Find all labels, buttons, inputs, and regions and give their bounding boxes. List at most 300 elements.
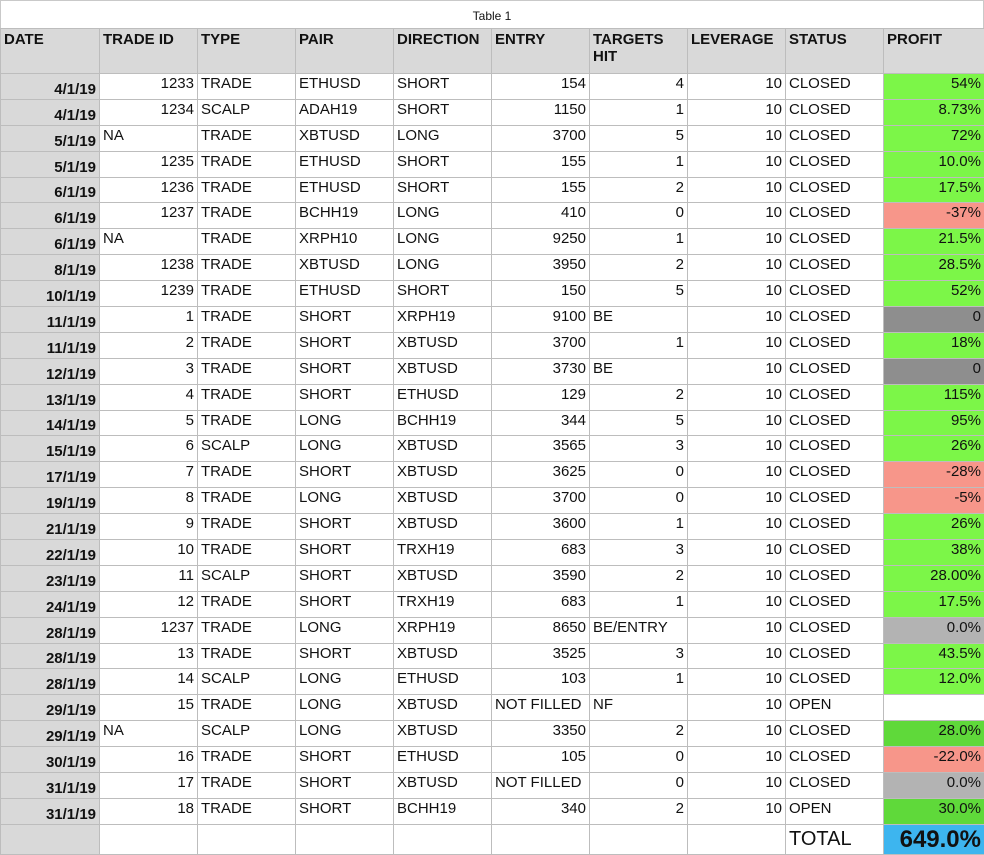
targets-hit-cell[interactable]: 0 [590,462,688,488]
trade-id-cell[interactable]: 1238 [100,255,198,281]
direction-cell[interactable]: ETHUSD [394,669,492,695]
status-cell[interactable]: CLOSED [786,410,884,436]
type-cell[interactable]: SCALP [198,565,296,591]
header-direction[interactable]: DIRECTION [394,29,492,74]
profit-cell[interactable]: 17.5% [884,177,984,203]
pair-cell[interactable]: SHORT [296,798,394,824]
leverage-cell[interactable]: 10 [688,695,786,721]
targets-hit-cell[interactable]: 3 [590,540,688,566]
leverage-cell[interactable]: 10 [688,462,786,488]
targets-hit-cell[interactable]: 4 [590,74,688,100]
status-cell[interactable]: CLOSED [786,99,884,125]
trade-id-cell[interactable]: 13 [100,643,198,669]
pair-cell[interactable]: BCHH19 [296,203,394,229]
direction-cell[interactable]: XBTUSD [394,488,492,514]
profit-cell[interactable]: 12.0% [884,669,984,695]
profit-cell[interactable]: 115% [884,384,984,410]
entry-cell[interactable]: 155 [492,151,590,177]
pair-cell[interactable]: ETHUSD [296,281,394,307]
type-cell[interactable]: TRADE [198,177,296,203]
status-cell[interactable]: CLOSED [786,617,884,643]
status-cell[interactable]: CLOSED [786,565,884,591]
direction-cell[interactable]: TRXH19 [394,540,492,566]
profit-cell[interactable]: 0.0% [884,773,984,799]
direction-cell[interactable]: XBTUSD [394,565,492,591]
direction-cell[interactable]: SHORT [394,99,492,125]
leverage-cell[interactable]: 10 [688,99,786,125]
header-entry[interactable]: ENTRY [492,29,590,74]
status-cell[interactable]: CLOSED [786,747,884,773]
entry-cell[interactable]: 3700 [492,125,590,151]
type-cell[interactable]: TRADE [198,773,296,799]
date-cell[interactable]: 5/1/19 [1,151,100,177]
profit-cell[interactable]: 43.5% [884,643,984,669]
type-cell[interactable]: TRADE [198,514,296,540]
entry-cell[interactable]: 105 [492,747,590,773]
leverage-cell[interactable]: 10 [688,255,786,281]
direction-cell[interactable]: XBTUSD [394,436,492,462]
header-targets-hit[interactable]: TARGETS HIT [590,29,688,74]
date-cell[interactable]: 19/1/19 [1,488,100,514]
leverage-cell[interactable]: 10 [688,125,786,151]
entry-cell[interactable]: 3700 [492,332,590,358]
direction-cell[interactable]: TRXH19 [394,591,492,617]
pair-cell[interactable]: LONG [296,695,394,721]
date-cell[interactable]: 28/1/19 [1,643,100,669]
date-cell[interactable]: 8/1/19 [1,255,100,281]
entry-cell[interactable]: 3730 [492,358,590,384]
trade-id-cell[interactable]: 1237 [100,617,198,643]
direction-cell[interactable]: XBTUSD [394,695,492,721]
direction-cell[interactable]: ETHUSD [394,384,492,410]
leverage-cell[interactable]: 10 [688,617,786,643]
profit-cell[interactable]: 28.0% [884,721,984,747]
leverage-cell[interactable]: 10 [688,307,786,333]
pair-cell[interactable]: SHORT [296,358,394,384]
header-status[interactable]: STATUS [786,29,884,74]
leverage-cell[interactable]: 10 [688,488,786,514]
type-cell[interactable]: TRADE [198,255,296,281]
date-cell[interactable]: 30/1/19 [1,747,100,773]
entry-cell[interactable]: 340 [492,798,590,824]
date-cell[interactable]: 31/1/19 [1,773,100,799]
direction-cell[interactable]: XBTUSD [394,462,492,488]
date-cell[interactable]: 11/1/19 [1,307,100,333]
trade-id-cell[interactable]: 11 [100,565,198,591]
status-cell[interactable]: CLOSED [786,255,884,281]
targets-hit-cell[interactable]: 0 [590,747,688,773]
date-cell[interactable]: 13/1/19 [1,384,100,410]
trade-id-cell[interactable]: 1237 [100,203,198,229]
leverage-cell[interactable]: 10 [688,747,786,773]
date-cell[interactable]: 5/1/19 [1,125,100,151]
leverage-cell[interactable]: 10 [688,358,786,384]
pair-cell[interactable]: SHORT [296,307,394,333]
targets-hit-cell[interactable]: 1 [590,229,688,255]
pair-cell[interactable]: LONG [296,488,394,514]
entry-cell[interactable]: 1150 [492,99,590,125]
pair-cell[interactable]: SHORT [296,462,394,488]
type-cell[interactable]: TRADE [198,695,296,721]
trade-id-cell[interactable]: 1235 [100,151,198,177]
leverage-cell[interactable]: 10 [688,177,786,203]
date-cell[interactable]: 29/1/19 [1,721,100,747]
date-cell[interactable]: 6/1/19 [1,229,100,255]
type-cell[interactable]: TRADE [198,203,296,229]
direction-cell[interactable]: XBTUSD [394,358,492,384]
trade-id-cell[interactable]: 17 [100,773,198,799]
trade-id-cell[interactable]: 10 [100,540,198,566]
header-leverage[interactable]: LEVERAGE [688,29,786,74]
leverage-cell[interactable]: 10 [688,798,786,824]
pair-cell[interactable]: ADAH19 [296,99,394,125]
type-cell[interactable]: TRADE [198,540,296,566]
total-label[interactable]: TOTAL [786,824,884,854]
trade-id-cell[interactable]: 4 [100,384,198,410]
status-cell[interactable]: CLOSED [786,203,884,229]
profit-cell[interactable] [884,695,984,721]
targets-hit-cell[interactable]: 5 [590,125,688,151]
status-cell[interactable]: CLOSED [786,721,884,747]
entry-cell[interactable]: 3950 [492,255,590,281]
date-cell[interactable]: 31/1/19 [1,798,100,824]
leverage-cell[interactable]: 10 [688,436,786,462]
pair-cell[interactable]: LONG [296,617,394,643]
profit-cell[interactable]: 26% [884,514,984,540]
profit-cell[interactable]: 18% [884,332,984,358]
trade-id-cell[interactable]: 5 [100,410,198,436]
profit-cell[interactable]: -28% [884,462,984,488]
type-cell[interactable]: TRADE [198,358,296,384]
pair-cell[interactable]: SHORT [296,514,394,540]
profit-cell[interactable]: -22.0% [884,747,984,773]
profit-cell[interactable]: 0 [884,358,984,384]
direction-cell[interactable]: BCHH19 [394,410,492,436]
leverage-cell[interactable]: 10 [688,229,786,255]
status-cell[interactable]: CLOSED [786,462,884,488]
leverage-cell[interactable]: 10 [688,151,786,177]
targets-hit-cell[interactable]: 2 [590,255,688,281]
profit-cell[interactable]: 30.0% [884,798,984,824]
entry-cell[interactable]: 154 [492,74,590,100]
trade-id-cell[interactable]: 2 [100,332,198,358]
targets-hit-cell[interactable]: 1 [590,332,688,358]
entry-cell[interactable]: 683 [492,540,590,566]
targets-hit-cell[interactable]: 5 [590,281,688,307]
targets-hit-cell[interactable]: 2 [590,798,688,824]
type-cell[interactable]: TRADE [198,281,296,307]
direction-cell[interactable]: XBTUSD [394,721,492,747]
entry-cell[interactable]: 150 [492,281,590,307]
direction-cell[interactable]: LONG [394,125,492,151]
trade-id-cell[interactable]: 9 [100,514,198,540]
date-cell[interactable]: 4/1/19 [1,74,100,100]
profit-cell[interactable]: 0 [884,307,984,333]
targets-hit-cell[interactable]: 1 [590,514,688,540]
type-cell[interactable]: TRADE [198,643,296,669]
pair-cell[interactable]: XRPH10 [296,229,394,255]
profit-cell[interactable]: 17.5% [884,591,984,617]
profit-cell[interactable]: 38% [884,540,984,566]
leverage-cell[interactable]: 10 [688,74,786,100]
trade-id-cell[interactable]: NA [100,721,198,747]
profit-cell[interactable]: 54% [884,74,984,100]
status-cell[interactable]: OPEN [786,695,884,721]
direction-cell[interactable]: LONG [394,229,492,255]
status-cell[interactable]: CLOSED [786,358,884,384]
leverage-cell[interactable]: 10 [688,410,786,436]
status-cell[interactable]: CLOSED [786,74,884,100]
trade-id-cell[interactable]: 7 [100,462,198,488]
profit-cell[interactable]: 95% [884,410,984,436]
entry-cell[interactable]: 8650 [492,617,590,643]
entry-cell[interactable]: 410 [492,203,590,229]
header-type[interactable]: TYPE [198,29,296,74]
profit-cell[interactable]: 52% [884,281,984,307]
entry-cell[interactable]: 3565 [492,436,590,462]
trade-id-cell[interactable]: 1234 [100,99,198,125]
header-profit[interactable]: PROFIT [884,29,984,74]
direction-cell[interactable]: XBTUSD [394,773,492,799]
status-cell[interactable]: CLOSED [786,177,884,203]
status-cell[interactable]: CLOSED [786,643,884,669]
entry-cell[interactable]: 155 [492,177,590,203]
direction-cell[interactable]: XRPH19 [394,617,492,643]
date-cell[interactable]: 14/1/19 [1,410,100,436]
entry-cell[interactable]: 129 [492,384,590,410]
trade-id-cell[interactable]: 12 [100,591,198,617]
status-cell[interactable]: CLOSED [786,540,884,566]
leverage-cell[interactable]: 10 [688,540,786,566]
entry-cell[interactable]: 3700 [492,488,590,514]
leverage-cell[interactable]: 10 [688,514,786,540]
pair-cell[interactable]: ETHUSD [296,74,394,100]
date-cell[interactable]: 6/1/19 [1,203,100,229]
leverage-cell[interactable]: 10 [688,773,786,799]
pair-cell[interactable]: ETHUSD [296,177,394,203]
date-cell[interactable]: 21/1/19 [1,514,100,540]
entry-cell[interactable]: NOT FILLED [492,773,590,799]
type-cell[interactable]: TRADE [198,229,296,255]
date-cell[interactable]: 28/1/19 [1,669,100,695]
date-cell[interactable]: 11/1/19 [1,332,100,358]
date-cell[interactable]: 29/1/19 [1,695,100,721]
status-cell[interactable]: CLOSED [786,488,884,514]
profit-cell[interactable]: 8.73% [884,99,984,125]
targets-hit-cell[interactable]: NF [590,695,688,721]
direction-cell[interactable]: LONG [394,255,492,281]
status-cell[interactable]: CLOSED [786,125,884,151]
direction-cell[interactable]: ETHUSD [394,747,492,773]
pair-cell[interactable]: SHORT [296,384,394,410]
pair-cell[interactable]: ETHUSD [296,151,394,177]
profit-cell[interactable]: 21.5% [884,229,984,255]
type-cell[interactable]: SCALP [198,99,296,125]
date-cell[interactable]: 24/1/19 [1,591,100,617]
type-cell[interactable]: SCALP [198,436,296,462]
targets-hit-cell[interactable]: 1 [590,151,688,177]
type-cell[interactable]: TRADE [198,151,296,177]
targets-hit-cell[interactable]: 2 [590,177,688,203]
direction-cell[interactable]: XRPH19 [394,307,492,333]
trade-id-cell[interactable]: 1239 [100,281,198,307]
status-cell[interactable]: CLOSED [786,384,884,410]
targets-hit-cell[interactable]: 1 [590,669,688,695]
direction-cell[interactable]: BCHH19 [394,798,492,824]
direction-cell[interactable]: XBTUSD [394,332,492,358]
entry-cell[interactable]: 3590 [492,565,590,591]
status-cell[interactable]: CLOSED [786,307,884,333]
leverage-cell[interactable]: 10 [688,591,786,617]
date-cell[interactable]: 12/1/19 [1,358,100,384]
status-cell[interactable]: CLOSED [786,591,884,617]
type-cell[interactable]: SCALP [198,669,296,695]
type-cell[interactable]: TRADE [198,617,296,643]
date-cell[interactable]: 28/1/19 [1,617,100,643]
targets-hit-cell[interactable]: 1 [590,99,688,125]
pair-cell[interactable]: LONG [296,410,394,436]
trade-id-cell[interactable]: NA [100,229,198,255]
header-date[interactable]: DATE [1,29,100,74]
leverage-cell[interactable]: 10 [688,669,786,695]
date-cell[interactable]: 17/1/19 [1,462,100,488]
type-cell[interactable]: TRADE [198,410,296,436]
leverage-cell[interactable]: 10 [688,281,786,307]
direction-cell[interactable]: SHORT [394,281,492,307]
leverage-cell[interactable]: 10 [688,565,786,591]
entry-cell[interactable]: 9250 [492,229,590,255]
direction-cell[interactable]: SHORT [394,177,492,203]
status-cell[interactable]: OPEN [786,798,884,824]
targets-hit-cell[interactable]: 2 [590,721,688,747]
type-cell[interactable]: TRADE [198,384,296,410]
type-cell[interactable]: TRADE [198,591,296,617]
date-cell[interactable]: 4/1/19 [1,99,100,125]
date-cell[interactable]: 22/1/19 [1,540,100,566]
pair-cell[interactable]: SHORT [296,591,394,617]
status-cell[interactable]: CLOSED [786,281,884,307]
targets-hit-cell[interactable]: 1 [590,591,688,617]
status-cell[interactable]: CLOSED [786,151,884,177]
status-cell[interactable]: CLOSED [786,229,884,255]
targets-hit-cell[interactable]: 2 [590,384,688,410]
trade-id-cell[interactable]: 1 [100,307,198,333]
pair-cell[interactable]: SHORT [296,643,394,669]
trade-id-cell[interactable]: NA [100,125,198,151]
entry-cell[interactable]: 344 [492,410,590,436]
header-pair[interactable]: PAIR [296,29,394,74]
pair-cell[interactable]: SHORT [296,332,394,358]
entry-cell[interactable]: 3625 [492,462,590,488]
date-cell[interactable]: 10/1/19 [1,281,100,307]
total-value[interactable]: 649.0% [884,824,984,854]
leverage-cell[interactable]: 10 [688,721,786,747]
entry-cell[interactable]: 683 [492,591,590,617]
date-cell[interactable]: 15/1/19 [1,436,100,462]
trade-id-cell[interactable]: 18 [100,798,198,824]
status-cell[interactable]: CLOSED [786,332,884,358]
leverage-cell[interactable]: 10 [688,203,786,229]
profit-cell[interactable]: 26% [884,436,984,462]
profit-cell[interactable]: 28.5% [884,255,984,281]
direction-cell[interactable]: SHORT [394,151,492,177]
trade-id-cell[interactable]: 14 [100,669,198,695]
type-cell[interactable]: TRADE [198,462,296,488]
date-cell[interactable]: 6/1/19 [1,177,100,203]
profit-cell[interactable]: 72% [884,125,984,151]
direction-cell[interactable]: XBTUSD [394,643,492,669]
entry-cell[interactable]: 3525 [492,643,590,669]
direction-cell[interactable]: SHORT [394,74,492,100]
pair-cell[interactable]: SHORT [296,747,394,773]
targets-hit-cell[interactable]: BE [590,358,688,384]
type-cell[interactable]: TRADE [198,332,296,358]
type-cell[interactable]: TRADE [198,307,296,333]
pair-cell[interactable]: LONG [296,436,394,462]
type-cell[interactable]: TRADE [198,798,296,824]
pair-cell[interactable]: SHORT [296,565,394,591]
type-cell[interactable]: TRADE [198,125,296,151]
targets-hit-cell[interactable]: 0 [590,488,688,514]
pair-cell[interactable]: LONG [296,721,394,747]
type-cell[interactable]: TRADE [198,747,296,773]
entry-cell[interactable]: 103 [492,669,590,695]
status-cell[interactable]: CLOSED [786,514,884,540]
type-cell[interactable]: TRADE [198,74,296,100]
pair-cell[interactable]: SHORT [296,540,394,566]
entry-cell[interactable]: 3600 [492,514,590,540]
targets-hit-cell[interactable]: 5 [590,410,688,436]
entry-cell[interactable]: 3350 [492,721,590,747]
targets-hit-cell[interactable]: 3 [590,643,688,669]
leverage-cell[interactable]: 10 [688,384,786,410]
trade-id-cell[interactable]: 3 [100,358,198,384]
targets-hit-cell[interactable]: 0 [590,203,688,229]
pair-cell[interactable]: XBTUSD [296,255,394,281]
status-cell[interactable]: CLOSED [786,773,884,799]
trade-id-cell[interactable]: 15 [100,695,198,721]
trade-id-cell[interactable]: 16 [100,747,198,773]
leverage-cell[interactable]: 10 [688,332,786,358]
entry-cell[interactable]: NOT FILLED [492,695,590,721]
trade-id-cell[interactable]: 8 [100,488,198,514]
entry-cell[interactable]: 9100 [492,307,590,333]
header-trade-id[interactable]: TRADE ID [100,29,198,74]
direction-cell[interactable]: LONG [394,203,492,229]
trade-id-cell[interactable]: 6 [100,436,198,462]
trade-id-cell[interactable]: 1233 [100,74,198,100]
targets-hit-cell[interactable]: BE [590,307,688,333]
trade-id-cell[interactable]: 1236 [100,177,198,203]
direction-cell[interactable]: XBTUSD [394,514,492,540]
status-cell[interactable]: CLOSED [786,669,884,695]
targets-hit-cell[interactable]: 2 [590,565,688,591]
profit-cell[interactable]: 10.0% [884,151,984,177]
pair-cell[interactable]: SHORT [296,773,394,799]
profit-cell[interactable]: 0.0% [884,617,984,643]
targets-hit-cell[interactable]: 3 [590,436,688,462]
leverage-cell[interactable]: 10 [688,643,786,669]
profit-cell[interactable]: -37% [884,203,984,229]
date-cell[interactable]: 23/1/19 [1,565,100,591]
pair-cell[interactable]: XBTUSD [296,125,394,151]
targets-hit-cell[interactable]: 0 [590,773,688,799]
profit-cell[interactable]: -5% [884,488,984,514]
targets-hit-cell[interactable]: BE/ENTRY [590,617,688,643]
profit-cell[interactable]: 28.00% [884,565,984,591]
status-cell[interactable]: CLOSED [786,436,884,462]
type-cell[interactable]: TRADE [198,488,296,514]
